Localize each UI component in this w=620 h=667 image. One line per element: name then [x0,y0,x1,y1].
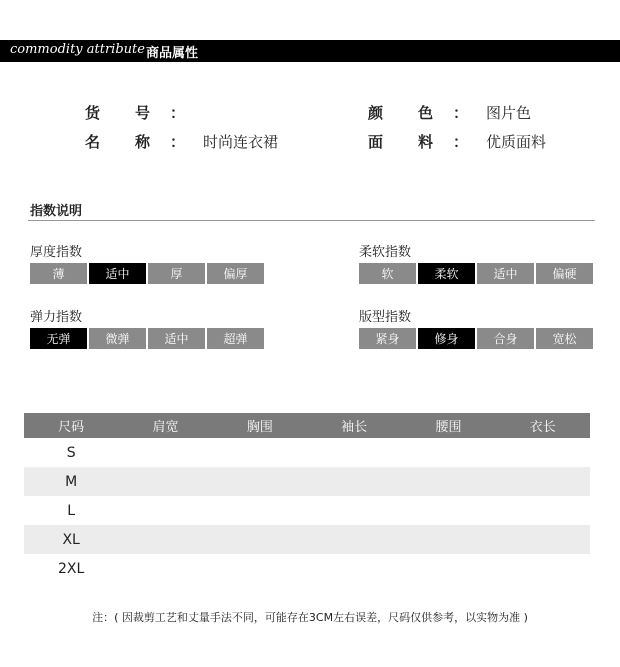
table-cell [213,525,307,554]
attr-color-label: 颜 色 [368,104,433,122]
thickness-index-title: 厚度指数 [30,245,83,260]
table-cell [496,525,590,554]
attr-color-value: 图片色 [486,104,532,122]
size-cell: XL [62,531,80,548]
section-divider [28,220,595,221]
thickness-option: 偏厚 [207,263,264,284]
column-header: 胸围 [246,420,273,435]
table-cell [118,467,212,496]
table-cell [307,525,401,554]
table-cell [307,554,401,583]
fit-option: 紧身 [359,328,416,349]
softness-option: 偏硬 [536,263,593,284]
thickness-index-scale [30,263,264,284]
elasticity-option: 超弹 [207,328,264,349]
thickness-option: 薄 [30,263,87,284]
table-cell [496,554,590,583]
attr-name: 名 称 ： 时尚连衣裙 [85,133,279,151]
attr-fabric-value: 优质面料 [486,133,547,151]
table-cell [213,467,307,496]
column-header: 衣长 [529,420,556,435]
column-header: 肩宽 [152,420,179,435]
table-row [24,525,590,554]
attr-item-no-label: 货 号 [85,104,150,122]
table-cell [213,496,307,525]
table-cell [118,438,212,467]
column-header: 腰围 [435,420,462,435]
table-cell [496,467,590,496]
table-row [24,496,590,525]
header-english-title: commodity attribute [10,42,145,57]
size-cell: L [67,502,76,519]
table-cell [401,467,495,496]
softness-index-title: 柔软指数 [359,245,412,260]
elasticity-index-title: 弹力指数 [30,310,83,325]
table-cell [496,496,590,525]
table-row [24,467,590,496]
attr-item-no: 货 号 ： [85,104,186,122]
measurement-note: 注：( 因裁剪工艺和丈量手法不同，可能存在3CM左右误差，尺码仅供参考，以实物为准 ) [92,611,528,624]
header-chinese-title: 商品属性 [146,46,199,61]
attr-color: 颜 色 ： 图片色 [368,104,532,122]
column-header: 袖长 [341,420,368,435]
elasticity-option: 适中 [148,328,205,349]
table-cell [401,438,495,467]
table-cell [118,554,212,583]
softness-option: 柔软 [418,263,475,284]
softness-option: 软 [359,263,416,284]
thickness-option: 厚 [148,263,205,284]
size-cell: M [65,473,78,490]
elasticity-option: 微弹 [89,328,146,349]
size-table-header [24,413,590,438]
table-cell [213,438,307,467]
table-cell [401,525,495,554]
table-cell [496,438,590,467]
table-cell [213,554,307,583]
table-cell [307,496,401,525]
size-cell: S [66,444,76,461]
table-row [24,438,590,467]
size-table [24,413,590,583]
fit-option: 宽松 [536,328,593,349]
index-section-title: 指数说明 [30,204,83,219]
elasticity-option: 无弹 [30,328,87,349]
attr-fabric: 面 料 ： 优质面料 [368,133,547,151]
attr-fabric-label: 面 料 [368,133,433,151]
table-row [24,554,590,583]
column-header: 尺码 [58,420,85,435]
elasticity-index-scale [30,328,264,349]
table-cell [118,525,212,554]
attr-name-value: 时尚连衣裙 [203,133,279,151]
attribute-header-bar [0,40,620,62]
attr-name-label: 名 称 [85,133,150,151]
table-cell [307,467,401,496]
table-cell [401,554,495,583]
table-cell [401,496,495,525]
table-cell [118,496,212,525]
fit-option: 修身 [418,328,475,349]
softness-option: 适中 [477,263,534,284]
thickness-option: 适中 [89,263,146,284]
table-cell [307,438,401,467]
fit-index-scale [359,328,593,349]
fit-index-title: 版型指数 [359,310,412,325]
softness-index-scale [359,263,593,284]
fit-option: 合身 [477,328,534,349]
size-cell: 2XL [58,560,85,577]
